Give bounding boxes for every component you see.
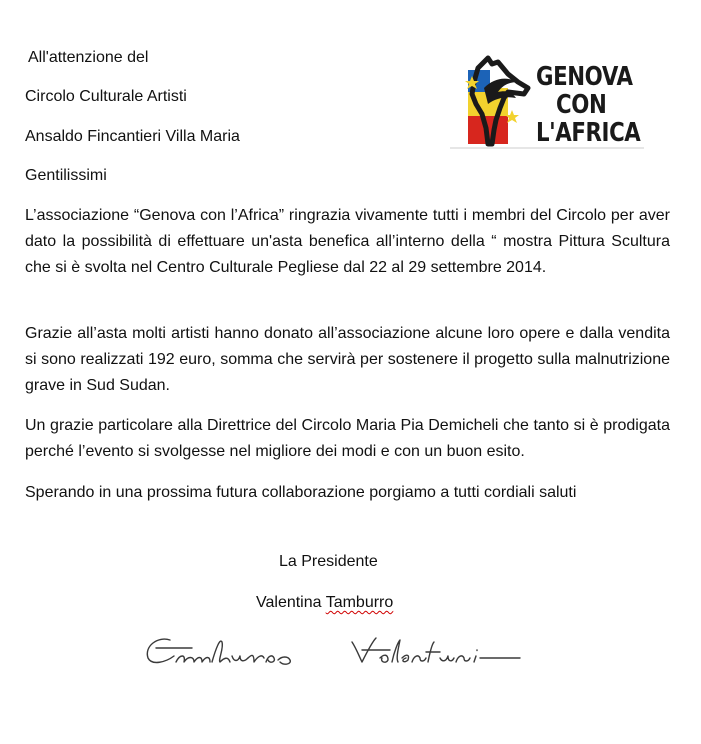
body-paragraph-4: Sperando in una prossima futura collaborazione porgiamo a tutti cordiali saluti: [25, 484, 577, 501]
closing-role: La Presidente: [279, 553, 378, 570]
handwritten-signature: [140, 628, 540, 676]
closing-name: [256, 594, 393, 612]
body-paragraph-1: L’associazione “Genova con l’Africa” ringrazia vivamente tutti i membri del Circolo per aver dato la possibilità di effettuare un'asta benefica all’interno della “ mostra Pittura Scultura che si è svolta nel Centro Culturale Pegliese dal 22 al 29 settembre 2014.: [25, 207, 670, 276]
closing-last-name: Tamburro: [325, 594, 394, 611]
logo-text-line-2: CON: [556, 90, 607, 120]
body-paragraph-2: Grazie all’asta molti artisti hanno donato all’associazione alcune loro opere e dalla vendita si sono realizzati 192 euro, somma che servirà per sostenere il progetto sulla malnutrizione grave in Sud Sudan.: [25, 325, 670, 394]
closing-first-name: Valentina: [256, 594, 322, 611]
salutation: Gentilissimi: [25, 167, 107, 184]
recipient-line-1: All'attenzione del: [28, 49, 149, 66]
recipient-line-3: Ansaldo Fincantieri Villa Maria: [25, 128, 240, 145]
logo-text-line-3: L'AFRICA: [536, 118, 641, 148]
logo-text-line-1: GENOVA: [536, 62, 633, 92]
recipient-line-2: Circolo Culturale Artisti: [25, 88, 187, 105]
body-paragraph-3: Un grazie particolare alla Direttrice del Circolo Maria Pia Demicheli che tanto si è prodigata perché l’evento si svolgesse nel migliore dei modi e con un buon esito.: [25, 417, 670, 460]
